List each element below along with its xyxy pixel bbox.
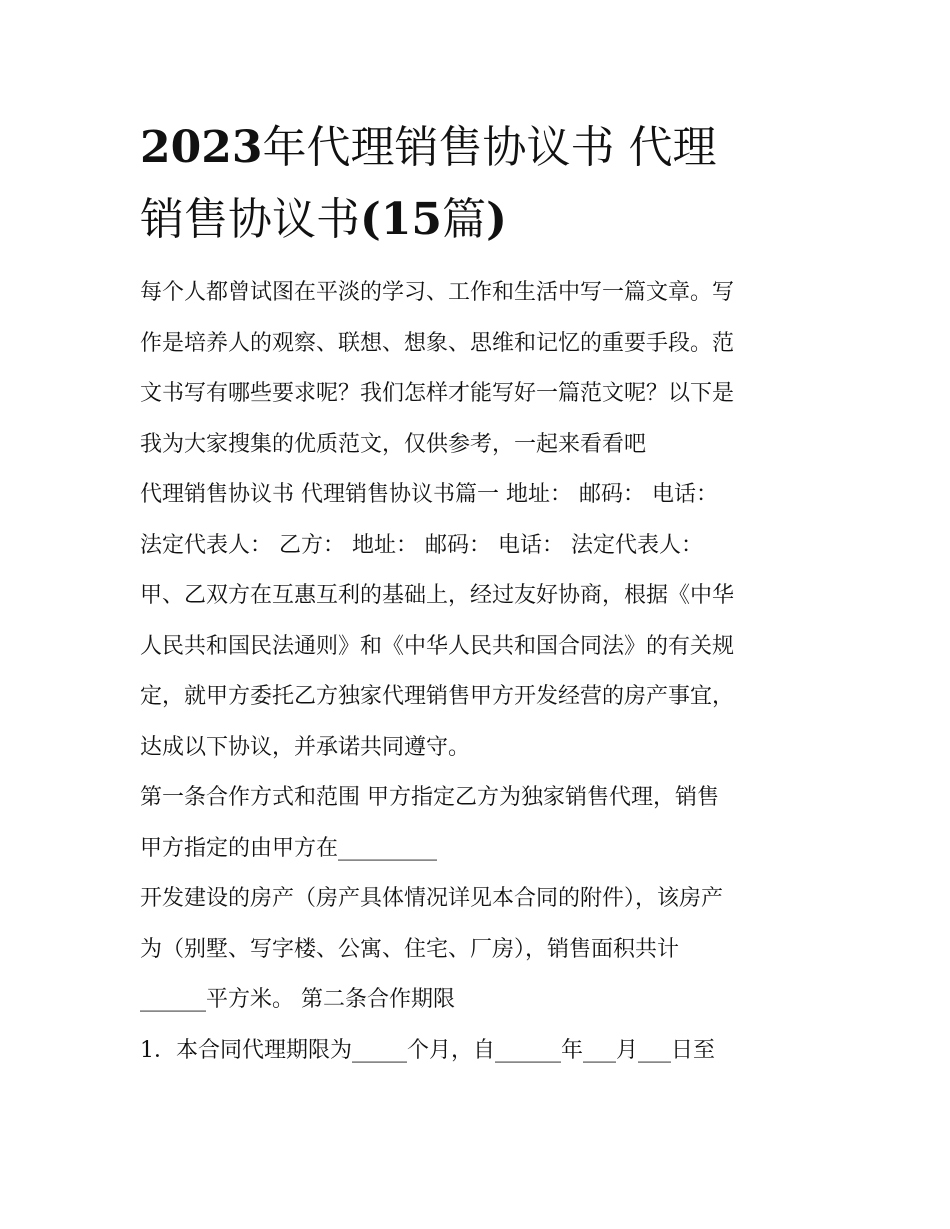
body-line: 作是培养人的观察、联想、想象、思维和记忆的重要手段。范 <box>140 330 735 356</box>
document-body <box>140 268 820 1076</box>
document-page <box>140 112 820 1076</box>
body-line: 我为大家搜集的优质范文，仅供参考，一起来看看吧 <box>140 431 647 457</box>
body-line: 代理销售协议书 代理销售协议书篇一 地址： 邮码： 电话： <box>140 482 718 507</box>
body-line: 第一条合作方式和范围 甲方指定乙方为独家销售代理，销售 <box>140 785 719 810</box>
title-count-unit: 篇 <box>442 194 487 245</box>
body-line: 文书写有哪些要求呢？我们怎样才能写好一篇范文呢？以下是 <box>140 381 735 406</box>
body-line: 甲、乙双方在互惠互利的基础上，经过友好协商，根据《中华 <box>140 583 735 608</box>
body-line: 1．本合同代理期限为_____个月，自______年___月___日至 <box>140 1037 715 1063</box>
body-line: 定，就甲方委托乙方独家代理销售甲方开发经营的房产事宜， <box>140 684 735 709</box>
title-count: (15 <box>360 194 443 245</box>
body-line: 甲方指定的由甲方在_________ <box>140 835 438 861</box>
body-line: 为（别墅、写字楼、公寓、住宅、厂房），销售面积共计 <box>140 936 680 962</box>
body-line: ______平方米。 第二条合作期限 <box>140 987 455 1012</box>
title-line2-text: 销售协议书 <box>140 194 360 245</box>
title-line1-text: 年代理销售协议书 代理 <box>262 122 717 173</box>
body-line: 达成以下协议，并承诺共同遵守。 <box>140 734 471 760</box>
body-line: 人民共和国民法通则》和《中华人民共和国合同法》的有关规 <box>140 633 735 659</box>
body-line: 每个人都曾试图在平淡的学习、工作和生活中写一篇文章。写 <box>140 280 735 305</box>
document-title <box>140 112 820 256</box>
title-year: 2023 <box>140 122 263 173</box>
body-line: 开发建设的房产（房产具体情况详见本合同的附件），该房产 <box>140 886 724 911</box>
title-count-close: ) <box>486 194 507 245</box>
body-line: 法定代表人： 乙方： 地址： 邮码： 电话： 法定代表人： <box>140 532 703 558</box>
